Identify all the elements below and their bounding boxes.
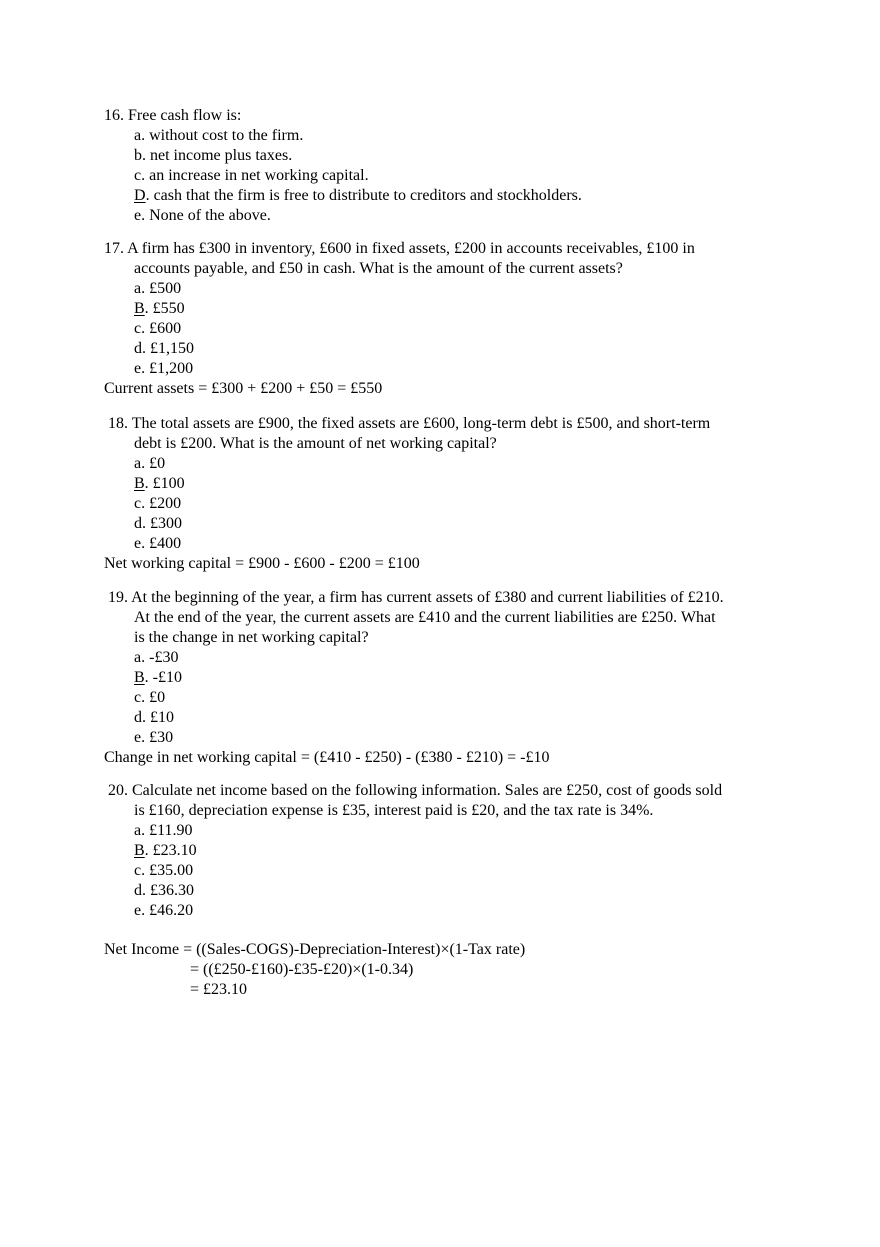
option-text: . £0 [141, 455, 166, 472]
option-text: . £46.20 [141, 902, 194, 919]
stem-line: is the change in net working capital? [134, 629, 369, 646]
option-text: . an increase in net working capital. [141, 167, 369, 184]
option-text: . -£10 [144, 669, 182, 686]
option-letter: a [134, 649, 142, 666]
option-b-answer [104, 299, 784, 319]
question-20 [104, 781, 784, 921]
option-text: . £10 [142, 709, 174, 726]
option-text: . £30 [141, 729, 174, 746]
question-stem [104, 588, 784, 648]
stem-line: 20. Calculate net income based on the following information. Sales are £250, cost of goods sold [108, 782, 723, 799]
option-d [104, 881, 784, 901]
option-b [104, 146, 784, 166]
option-c [104, 861, 784, 881]
stem-line: accounts payable, and £50 in cash. What is the amount of the current assets? [134, 260, 623, 277]
stem-line: debt is £200. What is the amount of net working capital? [134, 435, 497, 452]
option-a [104, 454, 784, 474]
option-d-answer [104, 186, 784, 206]
solution-line: Net working capital = £900 - £600 - £200 = £100 [104, 555, 420, 572]
option-letter: e [134, 207, 142, 224]
option-c [104, 319, 784, 339]
option-text: . £23.10 [144, 842, 197, 859]
option-letter: b [134, 147, 142, 164]
stem-line: 17. A firm has £300 in inventory, £600 in fixed assets, £200 in accounts receivables, £100 in [104, 240, 695, 257]
option-letter: a [134, 127, 142, 144]
option-letter: d [134, 340, 142, 357]
option-letter: c [134, 320, 142, 337]
option-a [104, 126, 784, 146]
option-text: . None of the above. [141, 207, 271, 224]
option-letter: a [134, 455, 142, 472]
option-letter: e [134, 535, 142, 552]
option-a [104, 821, 784, 841]
solution-line: Net Income = ((Sales-COGS)-Depreciation-Interest)×(1-Tax rate) [104, 941, 526, 958]
option-list [104, 454, 784, 554]
option-text: . £600 [141, 320, 182, 337]
stem-line: 18. The total assets are £900, the fixed assets are £600, long-term debt is £500, and short-term [108, 415, 711, 432]
option-d [104, 514, 784, 534]
option-e [104, 206, 784, 226]
option-letter: a [134, 822, 142, 839]
option-text: . £300 [142, 515, 182, 532]
question-stem [104, 781, 784, 821]
option-letter: e [134, 360, 142, 377]
option-text: . £1,150 [142, 340, 194, 357]
question-19 [104, 588, 784, 768]
option-text: . £1,200 [141, 360, 194, 377]
answer-letter: B [134, 475, 145, 492]
option-c [104, 494, 784, 514]
option-letter: d [134, 882, 142, 899]
option-d [104, 339, 784, 359]
answer-letter: D [134, 187, 146, 204]
question-16 [104, 106, 784, 226]
option-letter: c [134, 495, 142, 512]
option-letter: d [134, 709, 142, 726]
option-b-answer [104, 668, 784, 688]
option-text: . cash that the firm is free to distribute to creditors and stockholders. [145, 187, 582, 204]
option-text: . £500 [141, 280, 182, 297]
solution-line: = ((£250-£160)-£35-£20)×(1-0.34) [190, 961, 414, 978]
option-text: . £35.00 [141, 862, 194, 879]
option-text: . -£30 [141, 649, 179, 666]
option-text: . £36.30 [142, 882, 194, 899]
stem-line: is £160, depreciation expense is £35, interest paid is £20, and the tax rate is 34%. [134, 802, 654, 819]
question-17 [104, 239, 784, 399]
option-list [104, 279, 784, 379]
option-text: . net income plus taxes. [142, 147, 293, 164]
option-c [104, 688, 784, 708]
option-text: . £200 [141, 495, 182, 512]
stem-line: 16. Free cash flow is: [104, 107, 242, 124]
option-e [104, 728, 784, 748]
option-letter: e [134, 729, 142, 746]
option-list [104, 821, 784, 921]
option-list [104, 648, 784, 748]
option-a [104, 279, 784, 299]
option-letter: c [134, 689, 142, 706]
option-e [104, 534, 784, 554]
option-text: . £0 [141, 689, 166, 706]
solution-block-20 [104, 940, 784, 1000]
option-b-answer [104, 841, 784, 861]
option-e [104, 901, 784, 921]
answer-letter: B [134, 300, 145, 317]
answer-letter: B [134, 669, 145, 686]
solution-line: Change in net working capital = (£410 - £250) - (£380 - £210) = -£10 [104, 749, 550, 766]
option-text: . £550 [144, 300, 185, 317]
stem-line: 19. At the beginning of the year, a firm has current assets of £380 and current liabilities of £210. [108, 589, 724, 606]
question-stem [104, 239, 784, 279]
question-18 [104, 414, 784, 574]
option-d [104, 708, 784, 728]
option-letter: e [134, 902, 142, 919]
stem-line: At the end of the year, the current assets are £410 and the current liabilities are £250. What [134, 609, 716, 626]
option-e [104, 359, 784, 379]
question-stem [104, 414, 784, 454]
option-letter: d [134, 515, 142, 532]
answer-letter: B [134, 842, 145, 859]
solution-line: Current assets = £300 + £200 + £50 = £550 [104, 380, 383, 397]
option-letter: c [134, 862, 142, 879]
option-text: . £11.90 [141, 822, 193, 839]
question-stem [104, 106, 784, 126]
option-text: . £400 [141, 535, 182, 552]
option-text: . without cost to the firm. [141, 127, 304, 144]
solution-line: = £23.10 [190, 981, 248, 998]
option-list [104, 126, 784, 226]
option-c [104, 166, 784, 186]
option-b-answer [104, 474, 784, 494]
option-letter: c [134, 167, 142, 184]
option-text: . £100 [144, 475, 185, 492]
option-letter: a [134, 280, 142, 297]
option-a [104, 648, 784, 668]
